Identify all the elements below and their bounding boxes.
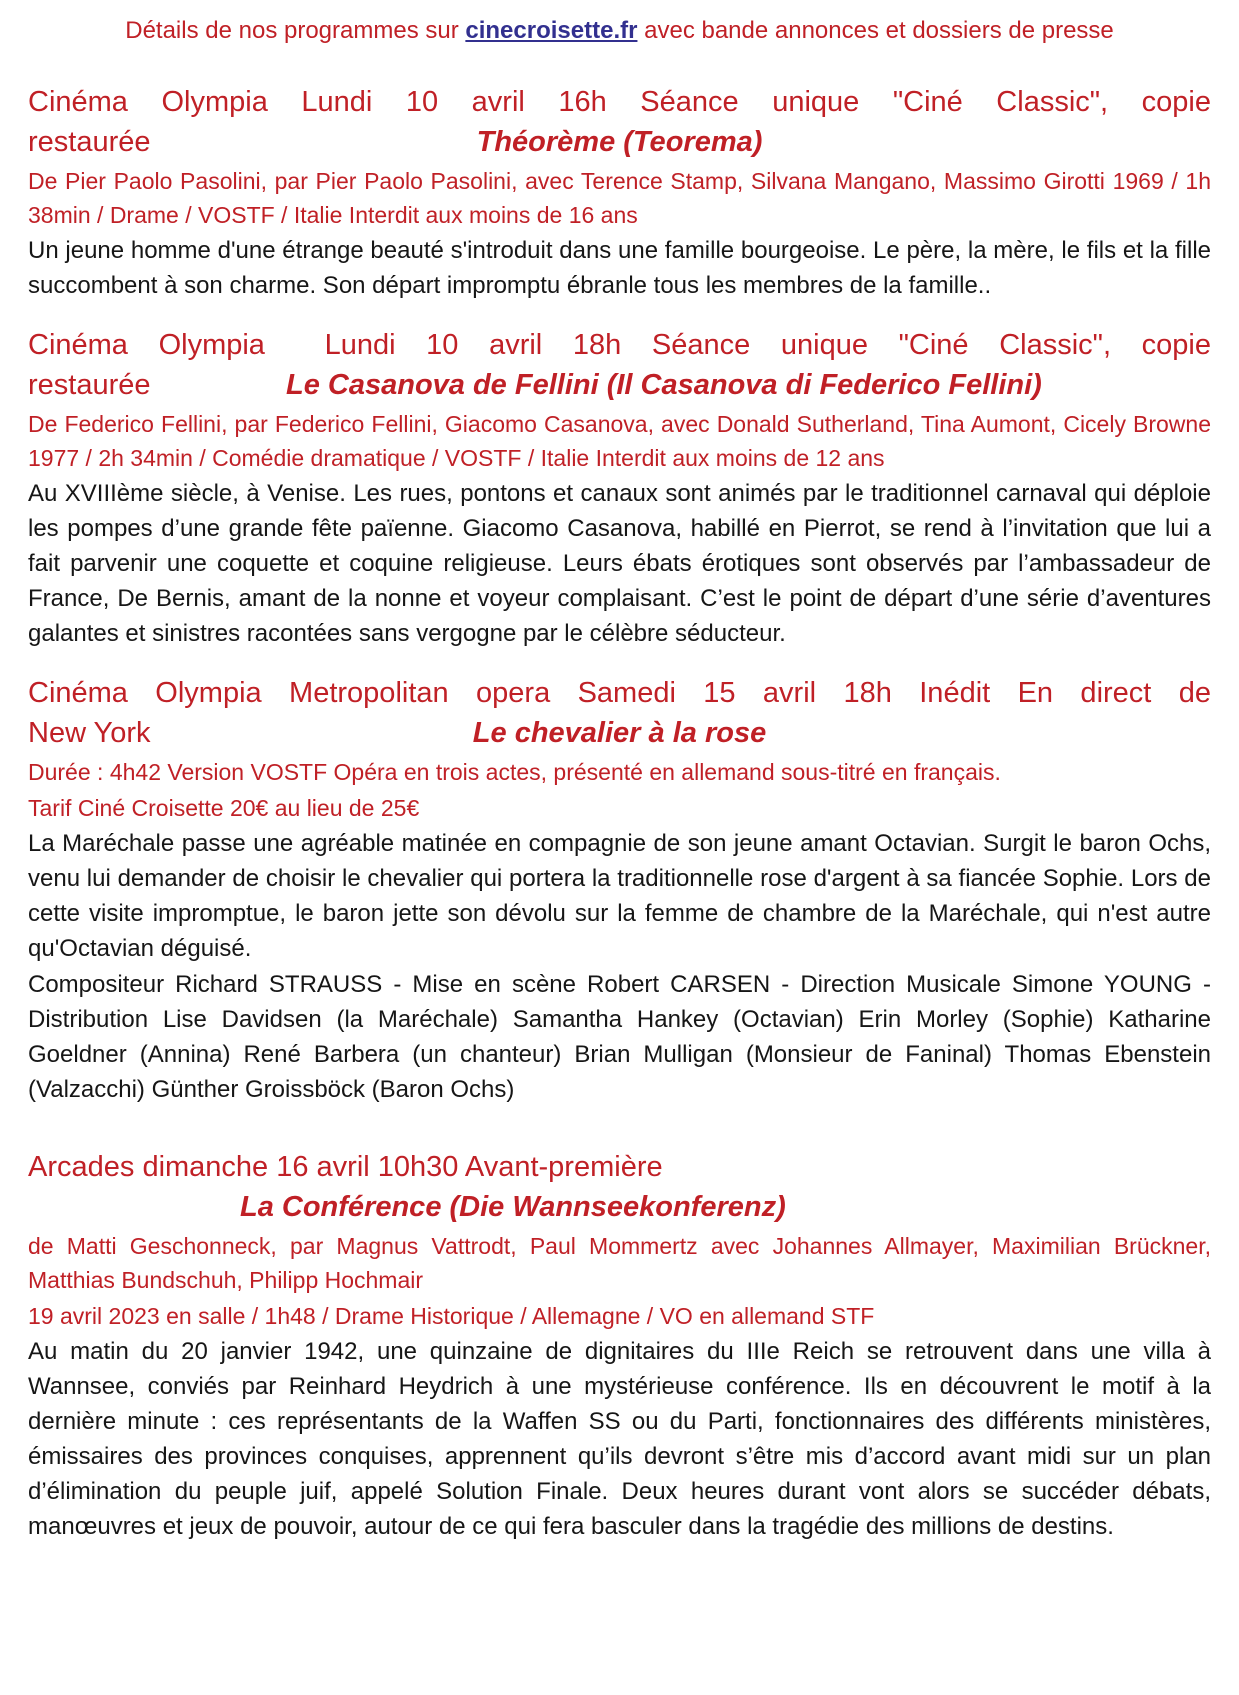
screening-heading-line2 (28, 713, 1211, 753)
screening-heading: Cinéma Olympia Metropolitan opera Samedi 15 avril 18h Inédit En direct de (28, 677, 1211, 709)
duration-version-line: Durée : 4h42 Version VOSTF Opéra en trois actes, présenté en allemand sous-titré en français. (28, 759, 1001, 785)
screening-heading-line2 (28, 122, 1211, 162)
film-synopsis: La Maréchale passe une agréable matinée en compagnie de son jeune amant Octavian. Surgit le baron Ochs, venu lui demander de choisir le chevalier qui portera la traditionnelle rose d'argent à sa fiancée Sophie. Lors de cette visite impromptue, le baron jette son dévolu sur la femme de chambre de la Maréchale, qui n'est autre qu'Octavian déguisé. (28, 830, 1211, 962)
film-synopsis: Un jeune homme d'une étrange beauté s'introduit dans une famille bourgeoise. Le père, la mère, le fils et la fille succombent à son charme. Son départ impromptu ébranle tous les membres de la famille.. (28, 237, 1211, 299)
header-prefix-text: Détails de nos programmes sur (125, 17, 466, 44)
release-info-line: 19 avril 2023 en salle / 1h48 / Drame Historique / Allemagne / VO en allemand STF (28, 1303, 875, 1329)
screening-heading: Arcades dimanche 16 avril 10h30 Avant-première (28, 1151, 663, 1183)
cinecroisette-link[interactable]: cinecroisette.fr (465, 17, 638, 44)
screening-theoreme (28, 82, 1211, 303)
film-title: Le Casanova de Fellini (Il Casanova di Federico Fellini) (286, 369, 1042, 401)
screening-casanova (28, 325, 1211, 651)
film-title: Le chevalier à la rose (472, 717, 767, 749)
film-synopsis: Au matin du 20 janvier 1942, une quinzaine de dignitaires du IIIe Reich se retrouvent dans une villa à Wannsee, conviés par Reinhard Heydrich à une mystérieuse conférence. Ils en découvrent le motif à la dernière minute : ces représentants de la Waffen SS ou du Parti, fonctionnaires des différents ministères, émissaires des provinces conquises, apprennent qu’ils devront s’être mis d’accord avant midi sur un plan d’élimination du peuple juif, appelé Solution Finale. Deux heures durant vont alors se succéder débats, manœuvres et jeux de pouvoir, autour de ce qui fera basculer dans la tragédie des millions de destins. (28, 1338, 1211, 1540)
screening-heading: Cinéma Olympia Lundi 10 avril 16h Séance unique "Ciné Classic", copie (28, 86, 1211, 118)
opera-credits: Compositeur Richard STRAUSS - Mise en scène Robert CARSEN - Direction Musicale Simone YOUNG - Distribution Lise Davidsen (la Maréchale) Samantha Hankey (Octavian) Erin Morley (Sophie) Katharine Goeldner (Annina) René Barbera (un chanteur) Brian Mulligan (Monsieur de Faninal) Thomas Ebenstein (Valzacchi) Günther Groissböck (Baron Ochs) (28, 971, 1211, 1103)
film-title: La Conférence (Die Wannseekonferenz) (240, 1191, 786, 1223)
screening-chevalier-rose (28, 673, 1211, 1107)
screening-la-conference (28, 1147, 1211, 1544)
screening-heading-line2 (28, 1187, 1211, 1227)
film-credits-line: de Matti Geschonneck, par Magnus Vattrodt, Paul Mommertz avec Johannes Allmayer, Maximilian Brückner, Matthias Bundschuh, Philipp Hochmair (28, 1233, 1211, 1293)
screening-heading-line2 (28, 365, 1211, 405)
tarif-line: Tarif Ciné Croisette 20€ au lieu de 25€ (28, 795, 420, 821)
screening-heading: Cinéma Olympia Lundi 10 avril 18h Séance unique "Ciné Classic", copie (28, 329, 1211, 361)
film-credits-line: De Pier Paolo Pasolini, par Pier Paolo Pasolini, avec Terence Stamp, Silvana Mangano, Massimo Girotti 1969 / 1h 38min / Drame / VOSTF / Italie Interdit aux moins de 16 ans (28, 168, 1211, 228)
heading-continuation: New York (28, 717, 151, 749)
header-line (28, 14, 1211, 48)
heading-continuation: restaurée (28, 126, 151, 158)
header-suffix-text: avec bande annonces et dossiers de presse (637, 17, 1114, 44)
film-title: Théorème (Teorema) (476, 126, 763, 158)
film-synopsis: Au XVIIIème siècle, à Venise. Les rues, pontons et canaux sont animés par le traditionnel carnaval qui déploie les pompes d’une grande fête païenne. Giacomo Casanova, habillé en Pierrot, se rend à l’invitation que lui a fait parvenir une coquette et coquine religieuse. Leurs ébats érotiques sont observés par l’ambassadeur de France, De Bernis, amant de la nonne et voyeur complaisant. C’est le point de départ d’une série d’aventures galantes et sinistres racontées sans vergogne par le célèbre séducteur. (28, 480, 1211, 647)
heading-continuation: restaurée (28, 369, 151, 401)
film-credits-line: De Federico Fellini, par Federico Fellini, Giacomo Casanova, avec Donald Sutherland, Tina Aumont, Cicely Browne 1977 / 2h 34min / Comédie dramatique / VOSTF / Italie Interdit aux moins de 12 ans (28, 411, 1211, 471)
